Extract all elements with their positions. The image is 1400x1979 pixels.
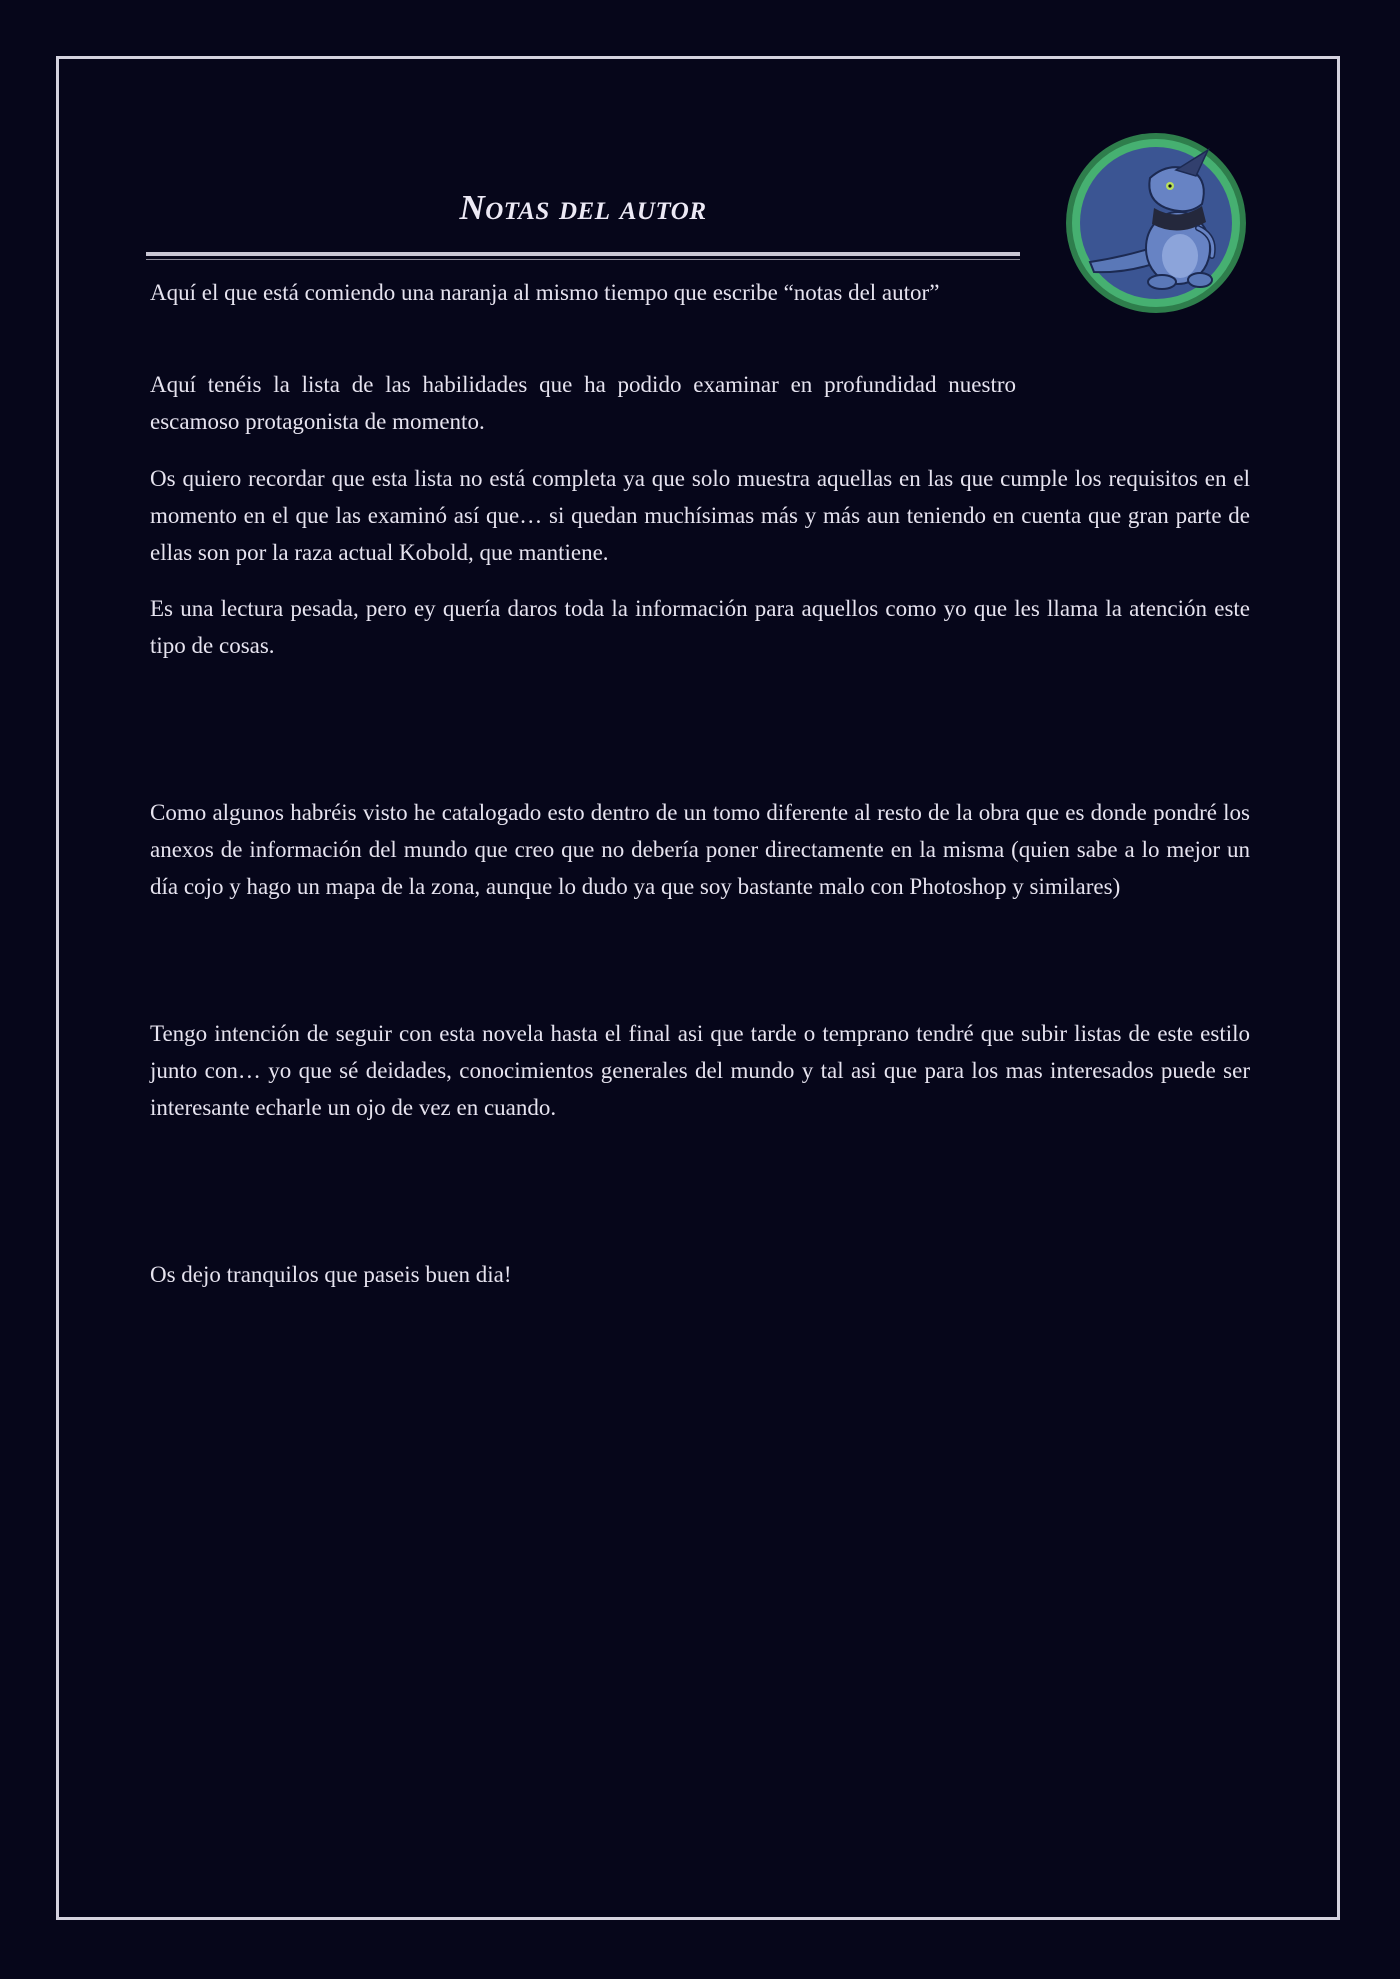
paragraph-intro: Aquí el que está comiendo una naranja al mismo tiempo que escribe “notas del autor”: [150, 280, 940, 305]
paragraph-intentions: Tengo intención de seguir con esta novela hasta el final asi que tarde o temprano tendré que subir listas de este estilo junto con… yo que sé deidades, conocimientos generales del mundo y tal asi que para los mas interesados puede ser interesante echarle un ojo de vez en cuando.: [150, 1021, 1250, 1120]
paragraph-skills-list: Aquí tenéis la lista de las habilidades que ha podido examinar en profundidad nuestro escamoso protagonista de momento.: [150, 372, 1016, 434]
paragraph-heavy-reading: Es una lectura pesada, pero ey quería daros toda la información para aquellos como yo que les llama la atención este tipo de cosas.: [150, 596, 1250, 658]
paragraph-reminder: Os quiero recordar que esta lista no está completa ya que solo muestra aquellas en las que cumple los requisitos en el momento en el que las examinó así que… si quedan muchísimas más y más aun teniendo en cuenta que gran parte de ellas son por la raza actual Kobold, que mantiene.: [150, 466, 1250, 565]
page-title: Notas del autor: [459, 188, 707, 227]
paragraph-farewell: Os dejo tranquilos que paseis buen dia!: [150, 1262, 512, 1287]
paragraph-catalog: Como algunos habréis visto he catalogado esto dentro de un tomo diferente al resto de la obra que es donde pondré los anexos de información del mundo que creo que no debería poner directamente en la misma (quien sabe a lo mejor un día cojo y hago un mapa de la zona, aunque lo dudo ya que soy bastante malo con Photoshop y similares): [150, 800, 1250, 899]
kobold-avatar-icon: [1060, 130, 1252, 316]
page-border: [56, 56, 1340, 1920]
title-underline-thin: [146, 259, 1020, 260]
title-underline: [146, 252, 1020, 256]
